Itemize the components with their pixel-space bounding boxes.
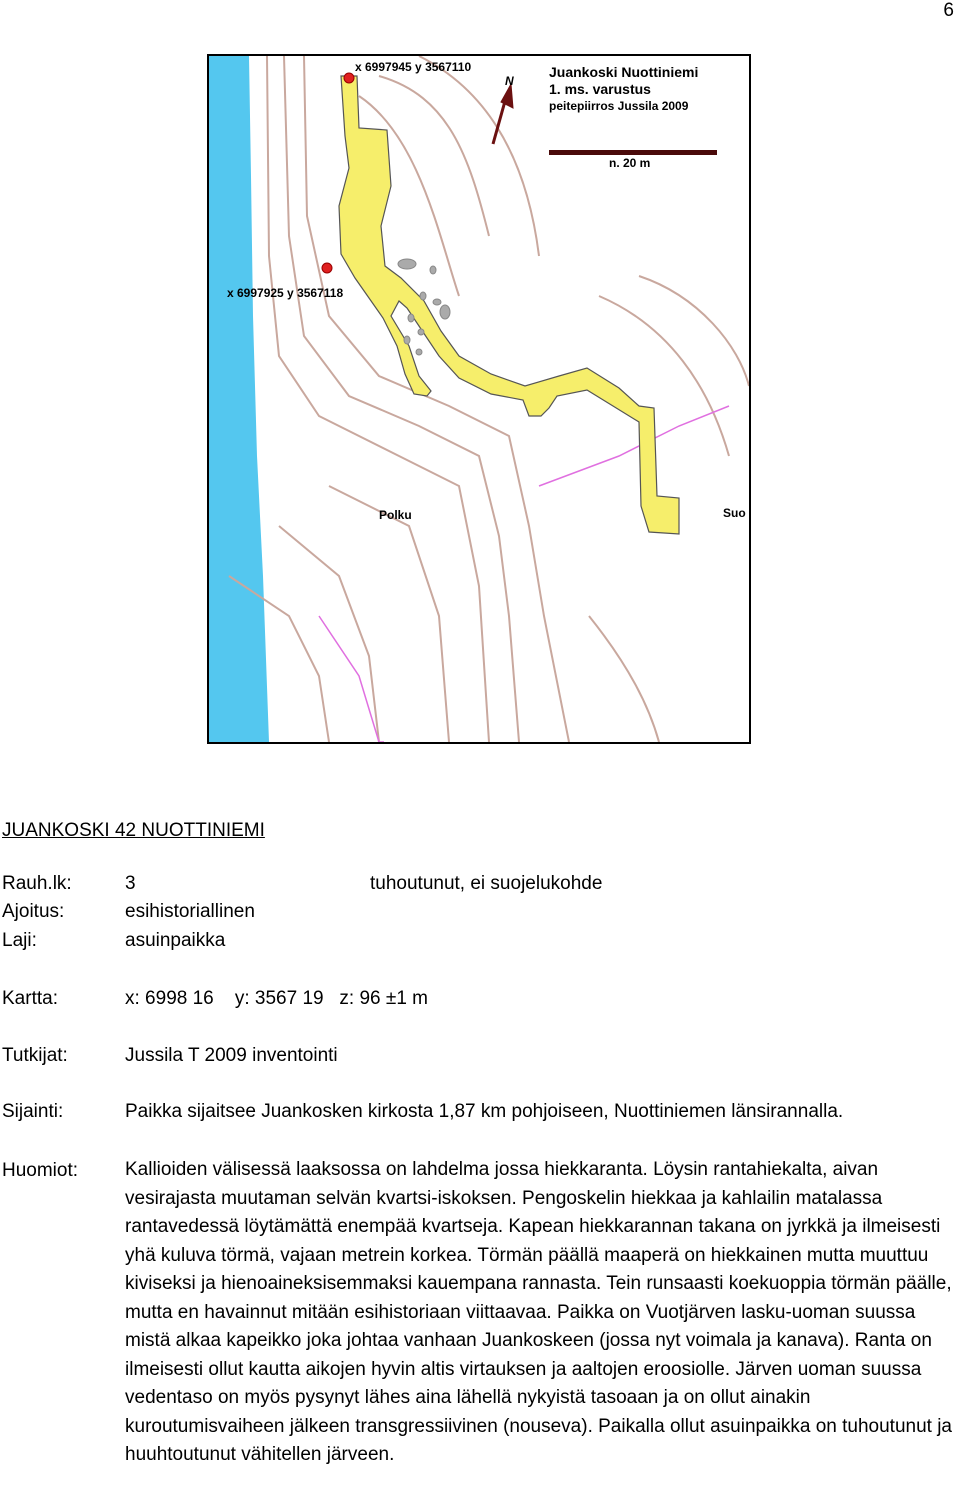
excavated-area bbox=[339, 76, 679, 534]
lake-shore bbox=[209, 56, 269, 742]
rauhlk-value: 3 bbox=[125, 873, 136, 894]
map-title bbox=[549, 64, 698, 115]
scale-label: n. 20 m bbox=[609, 156, 651, 170]
laji-label: Laji: bbox=[2, 930, 37, 951]
contour-lines bbox=[229, 56, 749, 742]
kartta-label: Kartta: bbox=[2, 988, 58, 1009]
scale-bar bbox=[549, 150, 717, 155]
ajoitus-label: Ajoitus: bbox=[2, 901, 65, 922]
huomiot-label: Huomiot: bbox=[2, 1160, 79, 1181]
site-map bbox=[207, 54, 751, 744]
site-heading: JUANKOSKI 42 NUOTTINIEMI bbox=[2, 820, 265, 841]
rauhlk-label: Rauh.lk: bbox=[2, 873, 72, 894]
laji-value: asuinpaikka bbox=[125, 930, 226, 951]
north-label: N bbox=[505, 74, 514, 88]
map-title-line1: Juankoski Nuottiniemi bbox=[549, 64, 699, 80]
page-number: 6 bbox=[943, 0, 954, 21]
map-title-line2: 1. ms. varustus bbox=[549, 81, 651, 97]
north-arrow-icon bbox=[493, 84, 513, 144]
path-line bbox=[319, 616, 384, 742]
tutkijat-label: Tutkijat: bbox=[2, 1045, 68, 1066]
point-north bbox=[344, 73, 354, 83]
sijainti-label: Sijainti: bbox=[2, 1101, 64, 1122]
sijainti-value: Paikka sijaitsee Juankosken kirkosta 1,87 km pohjoiseen, Nuottiniemen länsirannalla. bbox=[125, 1101, 844, 1122]
path-label: Polku bbox=[379, 508, 412, 522]
status-value: tuhoutunut, ei suojelukohde bbox=[370, 873, 603, 894]
point-west bbox=[322, 263, 332, 273]
coord-label-north: x 6997945 y 3567110 bbox=[355, 60, 472, 74]
huomiot-value: Kallioiden välisessä laaksossa on lahdelma jossa hiekkaranta. Löysin rantahiekalta, aivan vesirajasta muutaman selvän kvartsi-iskoksen. Pengoskelin hiekkaa ja kahlailin matalassa rantavedessä löytämättä enempää kvartseja. Kapean hiekkarannan takana on jyrkkä ja ilmeisesti yhä kuluva törmä, vajaan metrein korkea. Törmän päällä maaperä on hiekkainen mutta muuttuu kiviseksi ja hienoaineksisemmaksi kauempana rannasta. Tein runsaasti koekuoppia törmän päälle, mutta en havainnut mitään esihistoriaan viittaavaa. Paikka on Vuotjärven lasku-uoman suussa mistä alkaa kapeikko joka johtaa vanhaan Juankoskeen (jossa nyt voimala ja kanava). Ranta on ilmeisesti ollut kautta aikojen hyvin altis virtauksen ja aaltojen eroosiolle. Järven uoman suussa vedentaso on myös pysynyt lähes aina lähellä nykyistä tasoaan ja on ollut ainakin kuroutumisvaiheen jälkeen transgressiivinen (nouseva). Paikalla ollut asuinpaikka on tuhoutunut ja huuhtoutunut vähitellen järveen. bbox=[125, 1159, 952, 1465]
ajoitus-value: esihistoriallinen bbox=[125, 901, 255, 922]
map-title-line3: peitepiirros Jussila 2009 bbox=[549, 99, 689, 113]
map-drawing bbox=[209, 56, 749, 742]
coord-label-west: x 6997925 y 3567118 bbox=[227, 286, 344, 300]
kartta-value: x: 6998 16 y: 3567 19 z: 96 ±1 m bbox=[125, 988, 428, 1009]
tutkijat-value: Jussila T 2009 inventointi bbox=[125, 1045, 338, 1066]
bog-label: Suo bbox=[723, 506, 746, 520]
